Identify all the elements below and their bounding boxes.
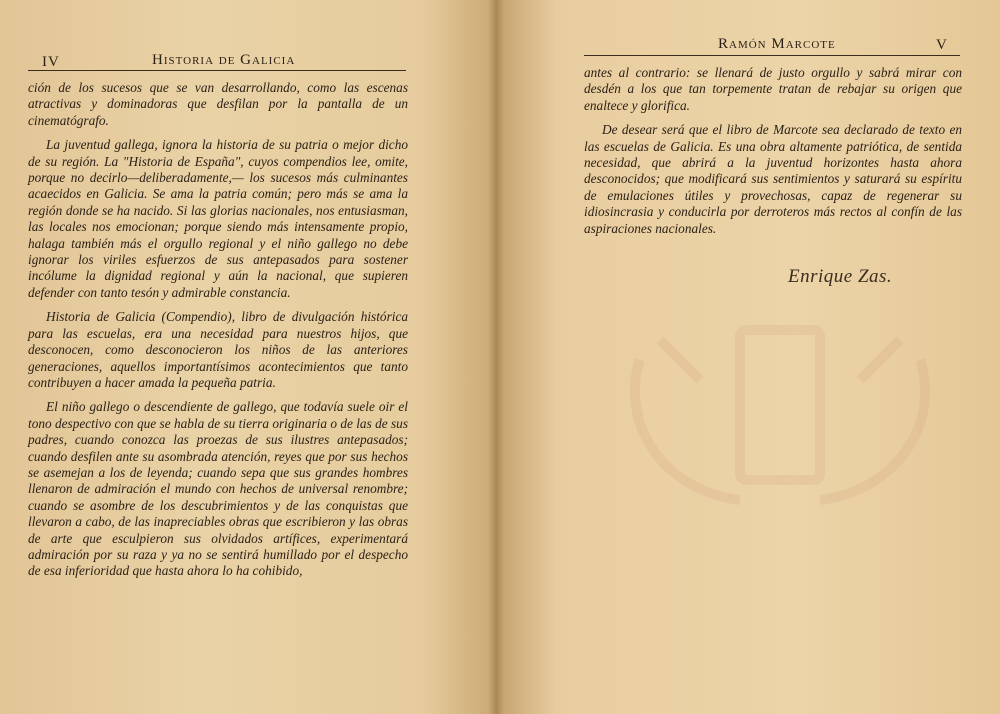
left-page-number: IV (42, 54, 60, 70)
right-running-title: Ramón Marcote (718, 36, 836, 52)
right-header-rule (584, 55, 960, 56)
right-paragraph: antes al contrario: se llenará de justo orgullo y sabrá mirar con desdén a los que tan torpemente tratan de rebajar su origen que enaltece y glorifica. (584, 65, 962, 113)
left-paragraph: La juventud gallega, ignora la historia de su patria o mejor dicho de su región. La "Historia de España", cuyos compendios lee, omite, porque no decirlo—deliberadamente,— los sucesos más culminantes acaecidos en Galicia. Se ama la patria común; pero más se ama la región donde se ha nacido. Si las glorias nacionales, nos entusiasman, las locales nos emocionan; porque siendo más intensamente propio, halaga también más el orgullo regional y el niño gallego no debe ignorar los viriles esfuerzos de sus antepasados para sostener incólume la dignidad regional y aún la nacional, que supieren defender con tanto tesón y admirable constancia. (28, 137, 408, 300)
right-page-number: V (936, 37, 948, 53)
left-paragraph: El niño gallego o descendiente de gallego, que todavía suele oir el tono despectivo con que se habla de su tierra originaria o de las de sus padres, cuando conozca las proezas de sus ilustres antepasados; cuando desfilen ante su asombrada atención, reyes que por sus hechos se asemejan a los de leyenda; cuando sepa que sus grandes hombres llenaron de admiración el mundo con hechos de universal renombre; cuando se asombre de los descubrimientos y de las conquistas que llevaron a cabo, de las inapreciables obras que escribieron y las obras de arte que esculpieron sus olvidados artífices, experimentará admiración por su raza y ya no se sentirá humillado por el despecho de esa inferioridad que hasta ahora lo ha cohibido, (28, 399, 408, 579)
left-paragraph: ción de los sucesos que se van desarrollando, como las escenas atractivas y dominadoras que desfilan por la pantalla de un cinematógrafo. (28, 80, 408, 128)
author-signature: Enrique Zas. (788, 266, 893, 287)
left-running-title: Historia de Galicia (152, 52, 296, 68)
book-gutter (488, 0, 504, 714)
watermark-emblem (600, 300, 960, 530)
left-paragraph: Historia de Galicia (Compendio), libro de divulgación histórica para las escuelas, era una necesidad para nuestros hijos, que desconocen, como desconocieron los niños de las anteriores generaciones, aquellos importantísimos acontecimientos que tanto contribuyen a hacer amada la pequeña patria. (28, 309, 408, 390)
right-paragraph: De desear será que el libro de Marcote sea declarado de texto en las escuelas de Galicia. Es una obra altamente patriótica, de sentida necesidad, que abrirá a la juventud horizontes hasta ahora desconocidos; que modificará sus sentimientos y saturará su espíritu de emulaciones útiles y provechosas, capaz de regenerar su idiosincrasia y conducirla por derroteros más rectos al confín de las aspiraciones nacionales. (584, 122, 962, 236)
left-body-text (28, 80, 408, 588)
left-header-rule (28, 70, 406, 71)
right-body-text (584, 65, 962, 245)
